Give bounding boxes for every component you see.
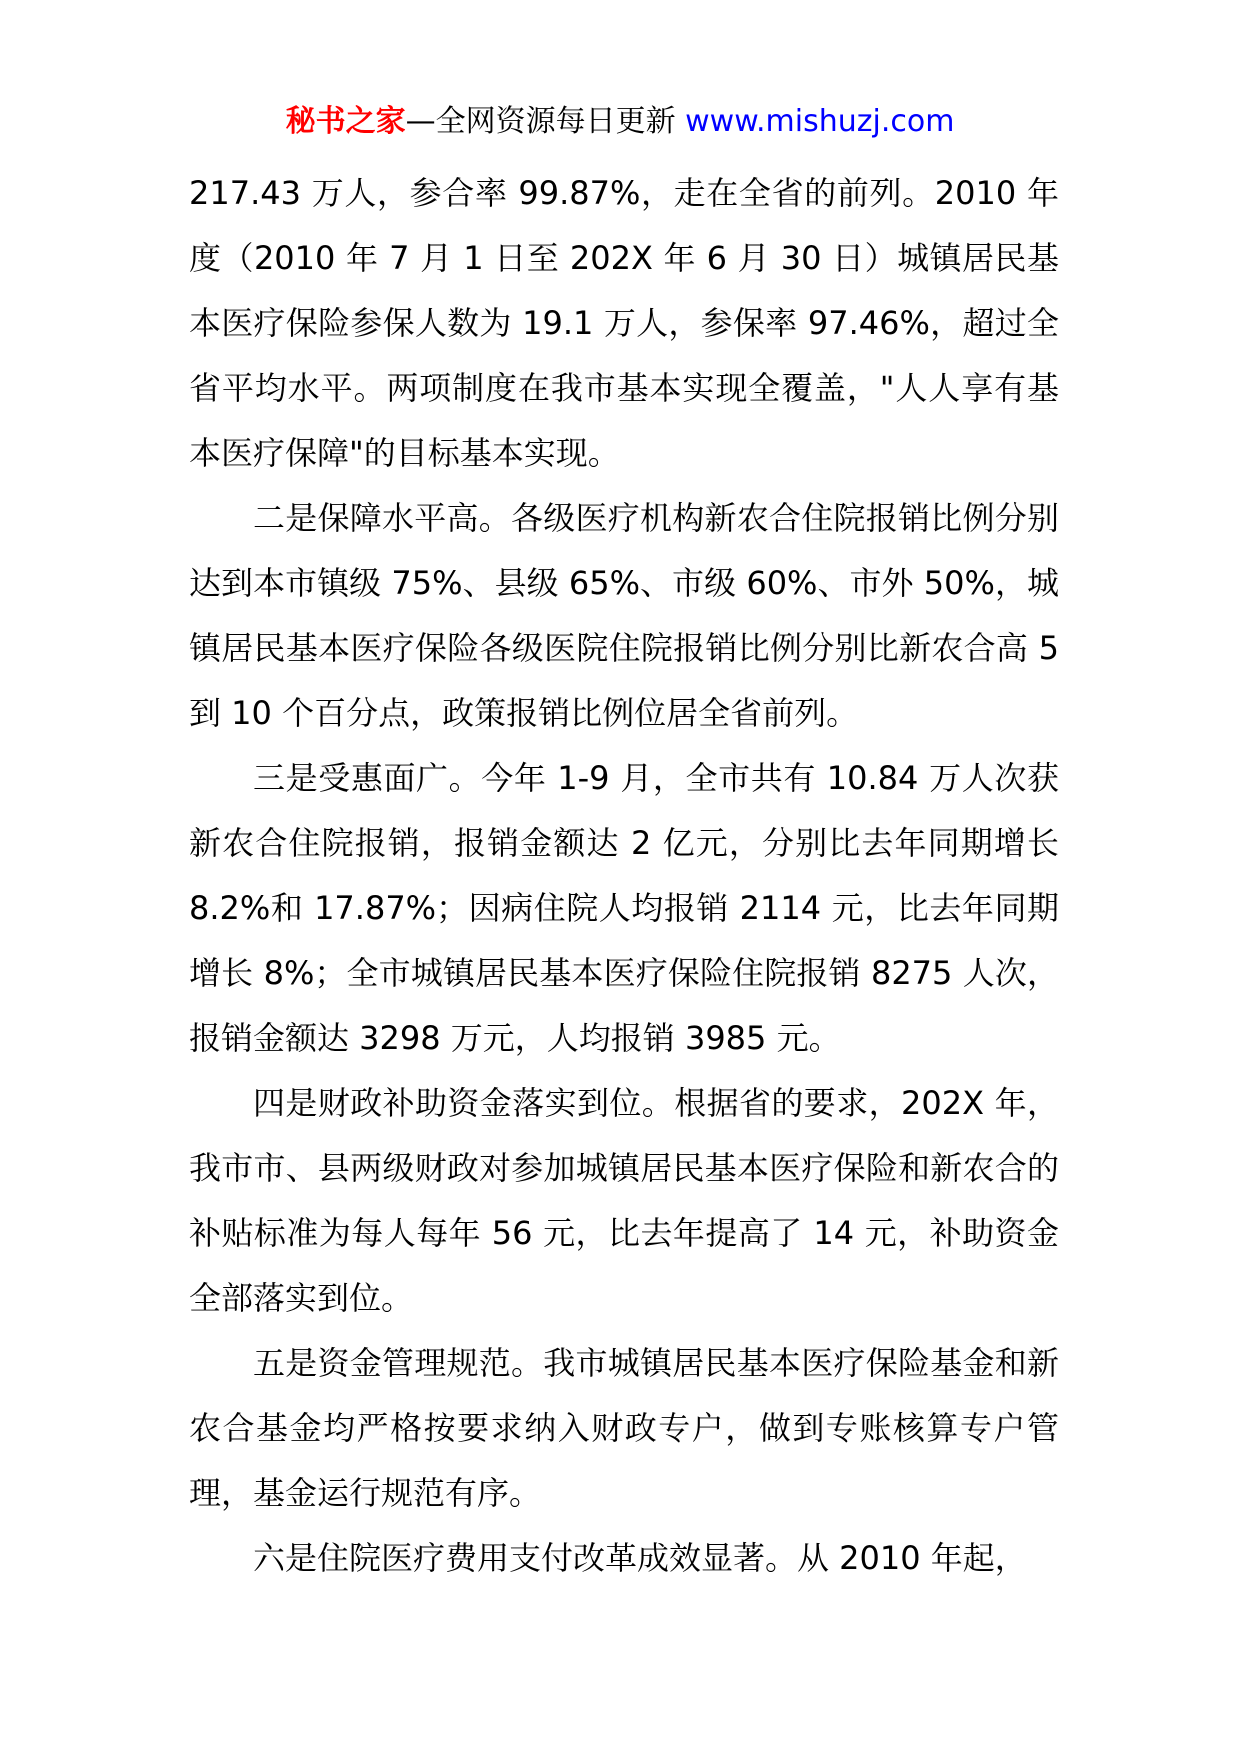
- header-tagline: —全网资源每日更新: [405, 104, 676, 139]
- paragraph-item-6: 六是住院医疗费用支付改革成效显著。从 2010 年起，: [253, 1539, 1027, 1577]
- site-url-link[interactable]: www.mishuzj.com: [685, 104, 955, 139]
- paragraph-item-4: 四是财政补助资金落实到位。根据省的要求，202X 年，我市市、县两级财政对参加城镇居民基本医疗保险和新农合的补贴标准为每人每年 56 元，比去年提高了 14 元，补助资金全部落实到位。: [189, 1084, 1059, 1317]
- paragraph-item-3: 三是受惠面广。今年 1-9 月，全市共有 10.84 万人次获新农合住院报销，报销金额达 2 亿元，分别比去年同期增长 8.2%和 17.87%；因病住院人均报销 2114 元，比去年同期增长 8%；全市城镇居民基本医疗保险住院报销 8275 人次，报销金额达 3298 万元，人均报销 3985 元。: [189, 759, 1059, 1057]
- paragraph-continuation: 217.43 万人，参合率 99.87%，走在全省的前列。2010 年度（2010 年 7 月 1 日至 202X 年 6 月 30 日）城镇居民基本医疗保险参保人数为 19.1 万人，参保率 97.46%，超过全省平均水平。两项制度在我市基本实现全覆盖，"人人享有基本医疗保障"的目标基本实现。: [189, 174, 1059, 472]
- brand-name: 秘书之家: [285, 104, 406, 139]
- document-body: [189, 161, 1059, 1591]
- paragraph-item-2: 二是保障水平高。各级医疗机构新农合住院报销比例分别达到本市镇级 75%、县级 65%、市级 60%、市外 50%，城镇居民基本医疗保险各级医院住院报销比例分别比新农合高 5 到 10 个百分点，政策报销比例位居全省前列。: [189, 499, 1059, 732]
- site-header: [0, 100, 1240, 144]
- paragraph-item-5: 五是资金管理规范。我市城镇居民基本医疗保险基金和新农合基金均严格按要求纳入财政专户，做到专账核算专户管理，基金运行规范有序。: [189, 1344, 1059, 1512]
